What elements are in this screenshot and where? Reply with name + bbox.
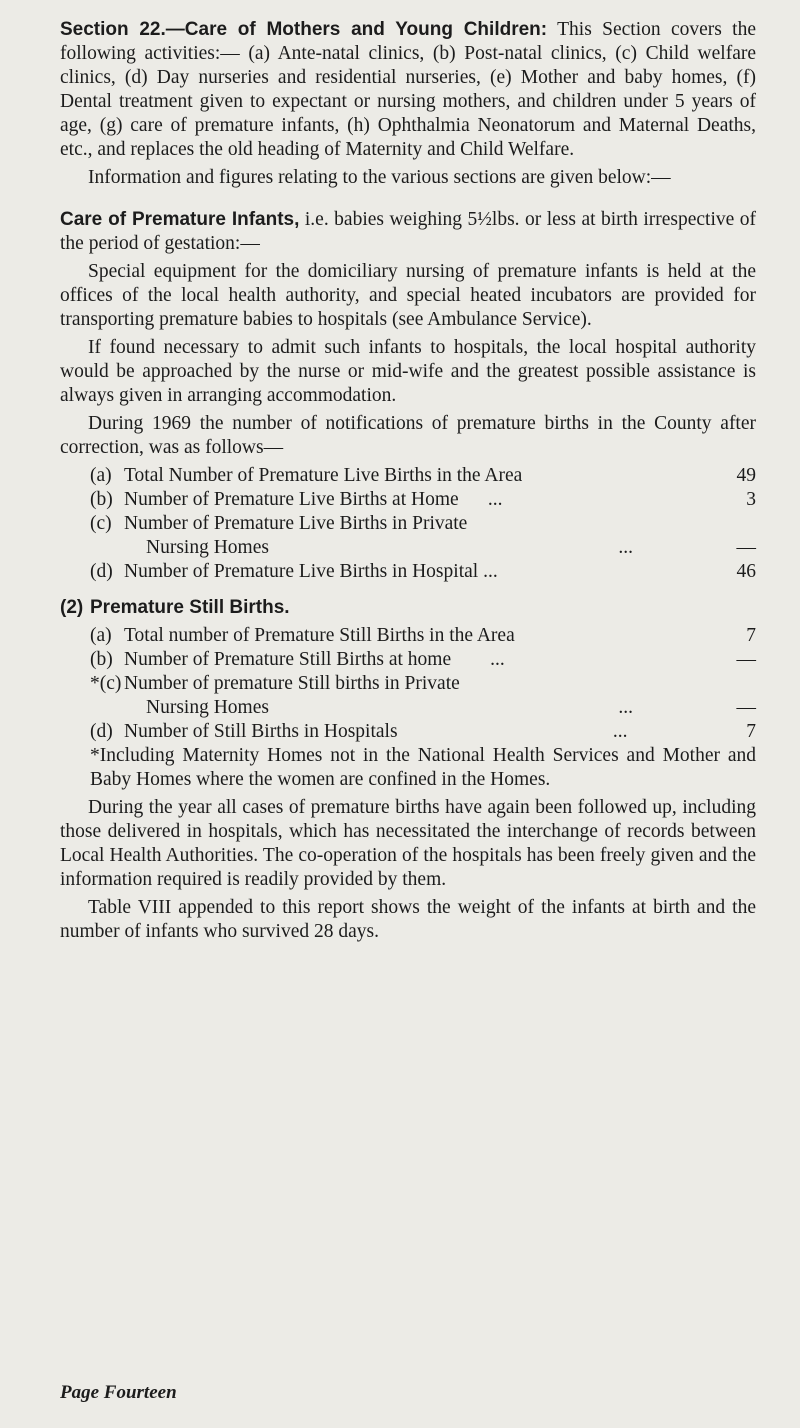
intro-paragraph [60, 18, 756, 162]
still-births-title: Premature Still Births. [90, 597, 290, 618]
still-births-number: (2) [60, 597, 84, 618]
live-births-list [60, 464, 756, 584]
still-births-heading [60, 596, 756, 620]
list-item: (d) Number of Still Births in Hospitals ... 7 [90, 721, 756, 742]
footnote: *Including Maternity Homes not in the National Health Services and Mother and Baby Homes where the women are confined in the Homes. [90, 745, 756, 790]
list-item: Nursing Homes ... — [146, 537, 756, 558]
list-item: (a) Total number of Premature Still Births in the Area 7 [90, 625, 756, 646]
intro-text: This Section covers the following activities:— (a) Ante-natal clinics, (b) Post-natal clinics, (c) Child welfare clinics, (d) Day nurseries and residential nurseries, (e) Mother and baby homes, (f) Dental treatment given to expectant or nursing mothers, and children under 5 years of age, (g) care of premature infants, (h) Ophthalmia Neonatorum and Maternal Deaths, etc., and replaces the old heading of Maternity and Child Welfare. [60, 19, 757, 160]
list-item: Nursing Homes ... — [146, 697, 756, 718]
list-item: (b) Number of Premature Live Births at Home ... 3 [90, 489, 756, 510]
premature-definition [60, 208, 756, 256]
list-item: (b) Number of Premature Still Births at home ... — [90, 649, 756, 670]
list-item: *(c) Number of premature Still births in Private [90, 673, 460, 694]
notifications-paragraph: During 1969 the number of notifications of premature births in the County after correction, was as follows— [60, 413, 756, 458]
list-item: (c) Number of Premature Live Births in Private [90, 513, 468, 534]
info-line: Information and figures relating to the various sections are given below:— [88, 167, 671, 188]
premature-def-text: i.e. babies weighing 5½lbs. or less at birth irrespective of the period of gestation:— [60, 209, 756, 254]
list-item: (d) Number of Premature Live Births in Hospital ... 46 [90, 561, 756, 582]
section-title: Section 22.—Care of Mothers and Young Children: [60, 19, 548, 40]
list-item: (a) Total Number of Premature Live Births in the Area 49 [90, 465, 756, 486]
follow-up-paragraph: During the year all cases of premature births have again been followed up, including those delivered in hospitals, which has necessitated the interchange of records between Local Health Authorities. The co-operation of the hospitals has been freely given and the information required is readily provided by them. [60, 797, 756, 890]
page-footer: Page Fourteen [60, 1382, 177, 1403]
equipment-paragraph: Special equipment for the domiciliary nursing of premature infants is held at the offices of the local health authority, and special heated incubators are provided for transporting premature babies to hospitals (see Ambulance Service). [60, 261, 756, 330]
premature-title: Care of Premature Infants, [60, 209, 300, 230]
table-reference-paragraph: Table VIII appended to this report shows the weight of the infants at birth and the number of infants who survived 28 days. [60, 897, 756, 942]
hospitals-paragraph: If found necessary to admit such infants to hospitals, the local hospital authority would be approached by the nurse or mid-wife and the greatest possible assistance is always given in arranging accommodation. [60, 337, 756, 406]
still-births-list [60, 624, 756, 744]
